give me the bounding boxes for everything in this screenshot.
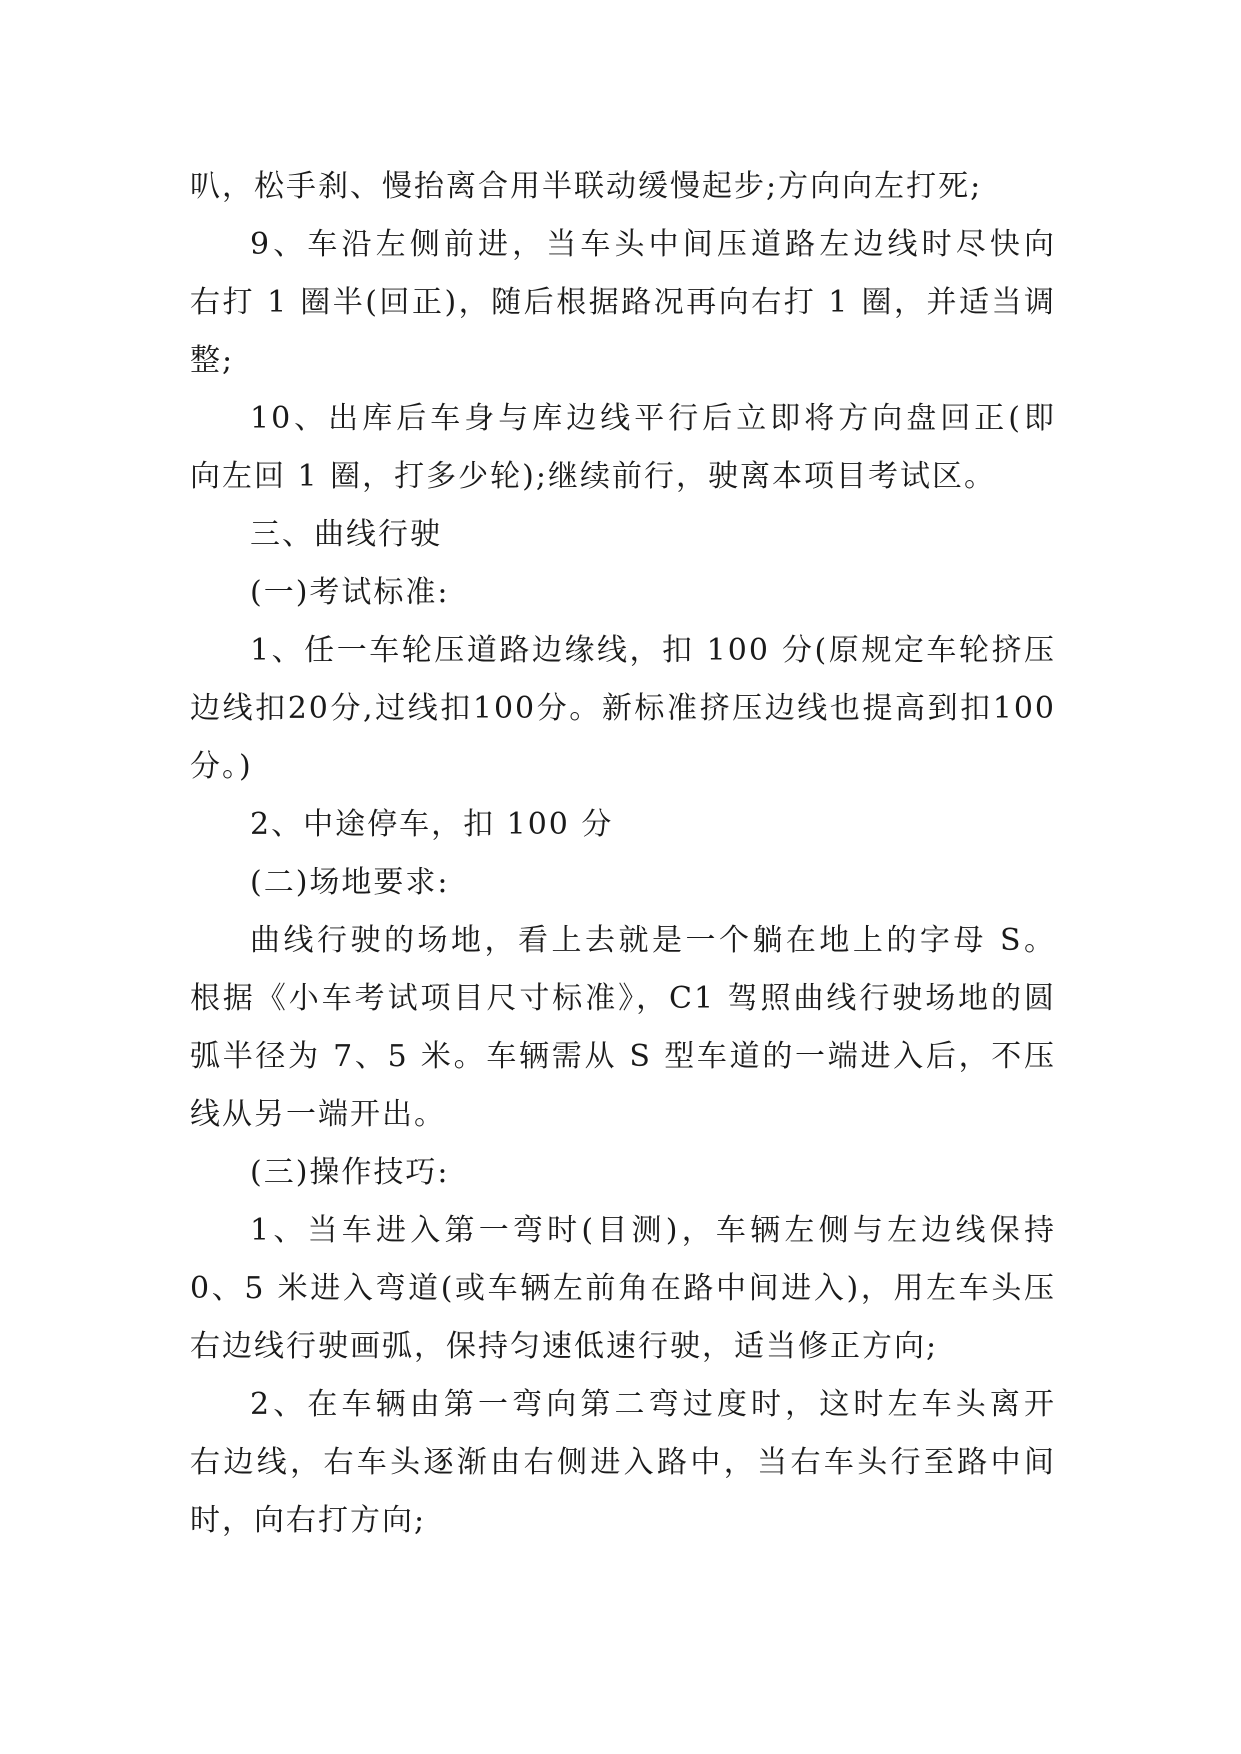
text-line: (三)操作技巧:: [250, 1155, 450, 1190]
text-line: (一)考试标准:: [250, 575, 450, 610]
text-line: 向左回 1 圈，打多少轮);继续前行，驶离本项目考试区。: [190, 459, 996, 494]
text-line: 10、出库后车身与库边线平行后立即将方向盘回正(即: [250, 401, 1056, 436]
text-line: 分。): [190, 749, 253, 784]
text-line: 弧半径为 7、5 米。车辆需从 S 型车道的一端进入后，不压: [190, 1039, 1056, 1074]
document-page: [190, 158, 1056, 1550]
text-line: 根据《小车考试项目尺寸标准》，C1 驾照曲线行驶场地的圆: [190, 981, 1056, 1016]
text-line: 线从另一端开出。: [190, 1097, 446, 1132]
text-line: 2、在车辆由第一弯向第二弯过度时，这时左车头离开: [250, 1387, 1056, 1422]
text-line: 1、当车进入第一弯时(目测)，车辆左侧与左边线保持: [250, 1213, 1056, 1248]
text-line: 2、中途停车，扣 100 分: [250, 807, 614, 842]
text-line: 0、5 米进入弯道(或车辆左前角在路中间进入)，用左车头压: [190, 1271, 1056, 1306]
text-line: 右打 1 圈半(回正)，随后根据路况再向右打 1 圈，并适当调: [190, 285, 1056, 320]
text-line: 右边线行驶画弧，保持匀速低速行驶，适当修正方向;: [190, 1329, 939, 1364]
text-line: (二)场地要求:: [250, 865, 450, 900]
text-line: 右边线，右车头逐渐由右侧进入路中，当右车头行至路中间: [190, 1445, 1056, 1480]
text-line: 时，向右打方向;: [190, 1503, 427, 1538]
text-line: 曲线行驶的场地，看上去就是一个躺在地上的字母 S。: [250, 923, 1056, 958]
text-line: 整;: [190, 343, 235, 378]
text-line: 叭，松手刹、慢抬离合用半联动缓慢起步;方向向左打死;: [190, 169, 983, 204]
text-line: 9、车沿左侧前进，当车头中间压道路左边线时尽快向: [250, 227, 1056, 262]
text-line: 三、曲线行驶: [250, 517, 442, 552]
text-line: 1、任一车轮压道路边缘线，扣 100 分(原规定车轮挤压: [250, 633, 1056, 668]
text-line: 边线扣20分,过线扣100分。新标准挤压边线也提高到扣100: [190, 691, 1056, 726]
